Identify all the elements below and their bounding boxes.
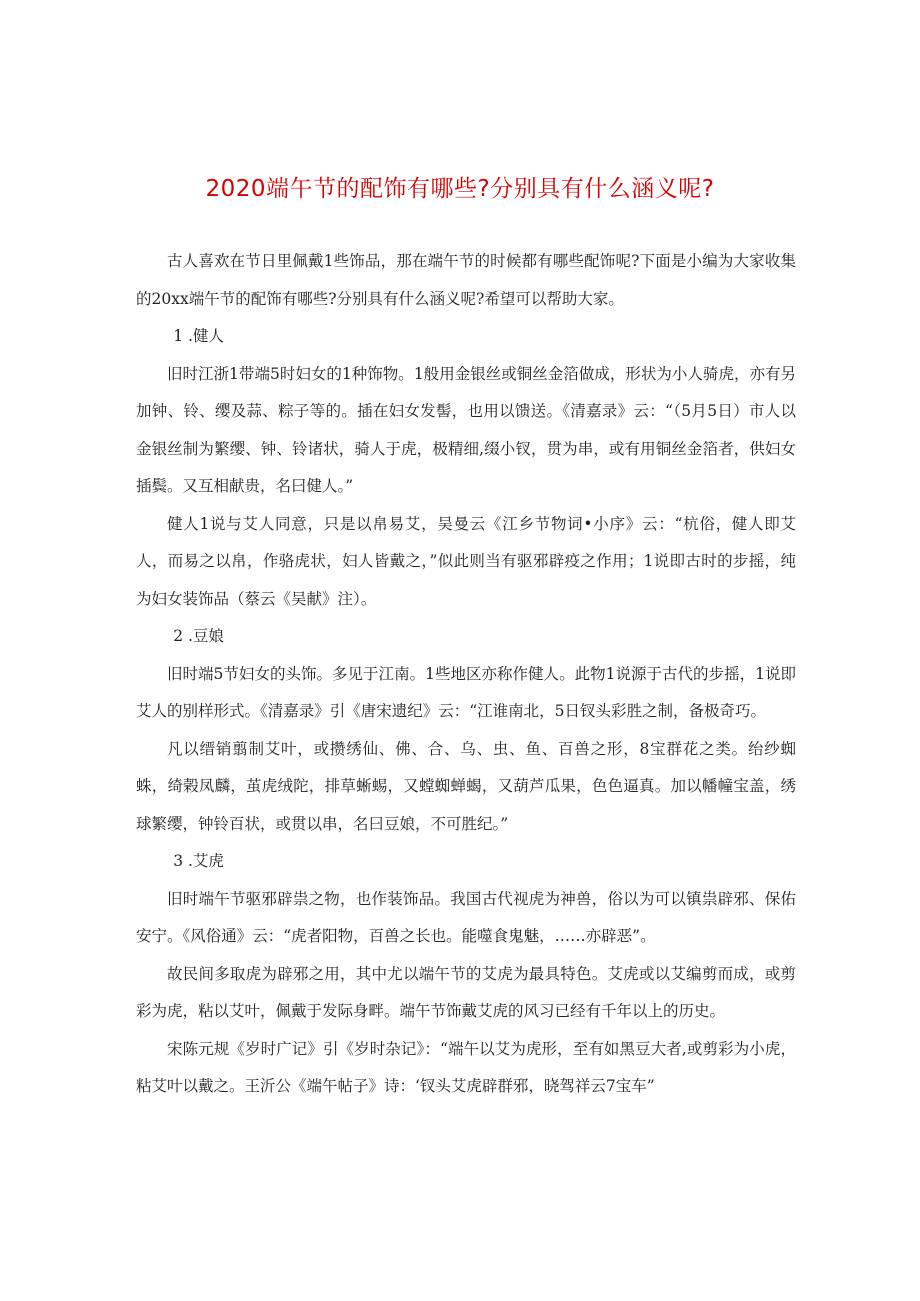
paragraph: 旧时江浙1带端5时妇女的1种饰物。1般用金银丝或铜丝金箔做成，形状为小人骑虎，亦有另加钟、铃、缨及蒜、粽子等的。插在妇女发髻，也用以馈送。《清嘉录》云：“（5月5日）市人以金银丝制为繁缨、钟、铃诸状，骑人于虎，极精细,缀小钗，贯为串，或有用铜丝金箔者，供妇女插鬓。又互相献贵，名曰健人。” — [136, 364, 796, 495]
section-heading-douniang: 2 .豆娘 — [173, 627, 224, 645]
section-heading-aihu: 3 .艾虎 — [173, 852, 224, 870]
paragraph: 凡以缙销翦制艾叶，或攒绣仙、佛、合、乌、虫、鱼、百兽之形，8宝群花之类。绐纱蜘蛛，绮榖凤麟，茧虎绒陀，排草蜥蜴，又螳蜘蝉蝎，又葫芦瓜果，色色逼真。加以幡幢宝盖，绣球繁缨，钟铃百状，或贯以串，名曰豆娘，不可胜纪。” — [136, 739, 796, 833]
paragraph: 旧时端5节妇女的头饰。多见于江南。1些地区亦称作健人。此物1说源于古代的步摇，1说即艾人的别样形式。《清嘉录》引《唐宋遗纪》云：“江谁南北，5日钗头彩胜之制，备极奇巧。 — [136, 664, 796, 720]
paragraph: 宋陈元规《岁时广记》引《岁时杂记》：“端午以艾为虎形，至有如黑豆大者,或剪彩为小虎，粘艾叶以戴之。王沂公《端午帖子》诗：‘钗头艾虎辟群邪，晓驾祥云7宝车” — [136, 1039, 796, 1095]
paragraph: 旧时端午节驱邪辟祟之物，也作装饰品。我国古代视虎为神兽，俗以为可以镇祟辟邪、保佑安宁。《风俗通》云：“虎者阳物，百兽之长也。能噬食鬼魅，……亦辟恶”。 — [136, 889, 796, 945]
document-title: 2020端午节的配饰有哪些?分别具有什么涵义呢? — [205, 176, 715, 202]
paragraph: 健人1说与艾人同意，只是以帛易艾，吴曼云《江乡节物词•小序》云：“杭俗，健人即艾人，而易之以帛，作骆虎状，妇人皆戴之，”似此则当有驱邪辟疫之作用；1说即古时的步摇，纯为妇女装饰品（蔡云《吴献》注）。 — [136, 514, 796, 608]
paragraph: 故民间多取虎为辟邪之用，其中尤以端午节的艾虎为最具特色。艾虎或以艾编剪而成，或剪彩为虎，粘以艾叶，佩戴于发际身畔。端午节饰戴艾虎的风习已经有千年以上的历史。 — [136, 964, 796, 1020]
intro-paragraph: 古人喜欢在节日里佩戴1些饰品，那在端午节的时候都有哪些配饰呢?下面是小编为大家收集的20xx端午节的配饰有哪些?分别具有什么涵义呢?希望可以帮助大家。 — [136, 252, 796, 308]
section-heading-jianren: 1 .健人 — [173, 327, 224, 345]
document-body — [136, 243, 796, 1106]
